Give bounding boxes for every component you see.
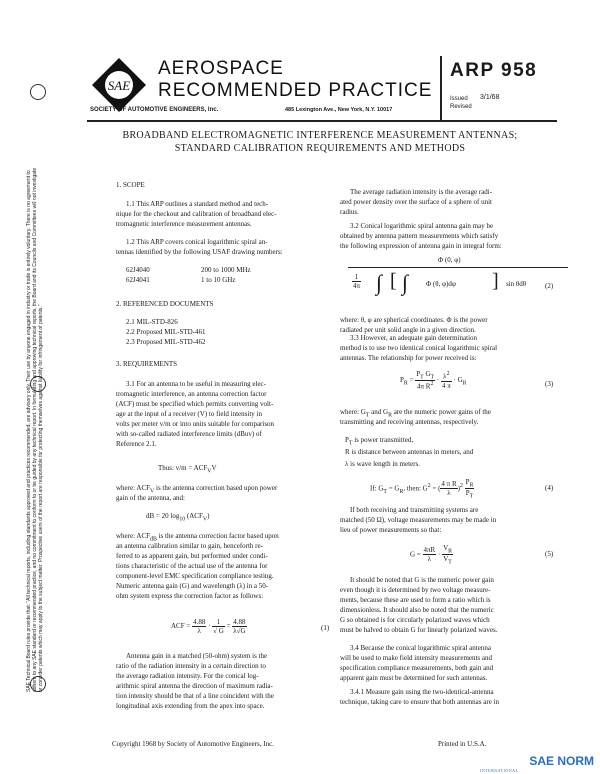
eq-lhs: ACF = xyxy=(171,622,191,631)
paragraph-line: longitudinal axis extending from the apex into space. xyxy=(116,702,265,710)
paragraph-line: Antenna gain in a matched (50-ohm) system is the xyxy=(126,652,268,660)
den: √ G xyxy=(213,627,224,635)
sub: V xyxy=(150,488,155,495)
num: 4.88 xyxy=(233,618,246,626)
equation-label: (2) xyxy=(545,282,554,290)
den: 4π xyxy=(353,282,361,290)
equation-label: (1) xyxy=(321,624,330,632)
revised-label: Revised xyxy=(450,104,472,110)
equation-5: G = $\frac{4\pi R}{\lambda}$ · $\frac{V_R}{V_T}$ xyxy=(410,544,453,566)
copyright: Copyright 1968 by Society of Automotive Engineers, Inc. xyxy=(112,740,274,748)
paragraph-line: technique, taking care to ensure that both antennas are in xyxy=(340,698,499,706)
eq2-body: Φ (θ, φ)dφ xyxy=(426,280,456,288)
paragraph-line: tions characteristic of the actual use of the antenna for xyxy=(116,562,268,570)
equation-label: (5) xyxy=(545,550,554,558)
paragraph-line: an antenna calibration similar to gain, henceforth re- xyxy=(116,542,263,550)
paragraph-line xyxy=(116,484,277,494)
svg-text:SAE: SAE xyxy=(107,78,131,93)
paragraph-line: ments, because these are used to form a ratio which is xyxy=(340,596,491,604)
text: P xyxy=(345,436,349,444)
text: dB xyxy=(146,512,155,520)
paragraph-line: antennas. The relationship for power received is: xyxy=(340,354,477,362)
paragraph-line: 3.4.1 Measure gain using the two-identical-antenna xyxy=(350,688,494,696)
drawing-range: 1 to 10 GHz xyxy=(201,276,236,284)
equation-2: Φ (0, φ) $\frac{1}{4\pi}$ ∫ [ ∫ Φ (θ, φ)dφ ] sin θdθ xyxy=(348,256,568,312)
paragraph-line: tion intensity should be that of a line coincident with the xyxy=(116,692,274,700)
paragraph-line: volts per meter v/m or into units suitable for comparison xyxy=(116,420,275,428)
header-divider xyxy=(440,56,442,120)
paragraph-line: If both receiving and transmitting systems are xyxy=(350,506,479,514)
reference-item: 2.2 Proposed MIL-STD-461 xyxy=(126,328,206,336)
drawing-range: 200 to 1000 MHz xyxy=(201,266,251,274)
eq2-left xyxy=(352,273,361,290)
paragraph-line: ratio of the radiation intensity in a certain direction to xyxy=(116,662,266,670)
paragraph-line xyxy=(340,408,491,418)
paragraph-line: The average radiation intensity is the average radi- xyxy=(350,188,493,196)
equation-1: ACF = $\frac{4.88}{\lambda}$ · $\frac{1}{√ G}$ = $\frac{4.88}{\lambda√G}$ xyxy=(171,618,246,635)
sub: T xyxy=(348,440,353,447)
paragraph-line: nique for the checkout and calibration of broadband elec- xyxy=(116,210,277,218)
paragraph-line: 3.2 Conical logarithmic spiral antenna gain may be xyxy=(350,222,494,230)
eq-lhs: G = xyxy=(410,550,421,559)
text: = 20 log xyxy=(154,512,180,520)
text: where: ACF xyxy=(116,532,151,540)
paragraph-line: method is to use two identical conical logarithmic spiral xyxy=(340,344,498,352)
num: 1 xyxy=(212,618,225,627)
eq2-tail: sin θdθ xyxy=(506,280,527,288)
sub: R xyxy=(403,380,408,387)
paragraph-line: arithmic spiral antenna the direction of maximum radia- xyxy=(116,682,273,690)
sae-logo xyxy=(90,56,148,114)
drawing-number: 62J4041 xyxy=(126,276,150,284)
text: and G xyxy=(369,408,389,416)
paragraph-line: component-level EMC specification compliance testing. xyxy=(116,572,274,580)
paragraph-line: Numeric antenna gain (G) and wavelength (λ) in a 50- xyxy=(116,582,269,590)
paragraph-line: with so-called radiated interference limits (dBuv) of xyxy=(116,430,262,438)
definition-line xyxy=(345,436,413,446)
sub: R xyxy=(388,412,392,419)
text: is the antenna correction based upon power xyxy=(154,484,278,492)
paragraph-line: ohm system express the correction factor as follows: xyxy=(116,592,264,600)
paragraph-line: age at the input of a receiver (V) to field intensity in xyxy=(116,410,262,418)
watermark xyxy=(529,754,594,768)
doc-title-line2: STANDARD CALIBRATION REQUIREMENTS AND METHODS xyxy=(174,143,466,154)
equation-db: dB = 20 $\log_{10} (ACF_V)$ xyxy=(146,512,210,523)
text: (ACF xyxy=(185,512,203,520)
paragraph-line: 1.2 This ARP covers conical logarithmic spiral an- xyxy=(126,238,268,246)
paragraph-line: the following expression of antenna gain in integral form: xyxy=(340,242,502,250)
text: = G xyxy=(386,484,400,493)
section-heading: 1. SCOPE xyxy=(116,181,145,189)
paragraph-line: transmitting and receiving antennas, respectively. xyxy=(340,418,479,426)
doc-number: ARP 958 xyxy=(450,60,538,81)
paragraph-line: ated power density over the surface of a sphere of unit xyxy=(340,198,492,206)
paragraph-line: ferred to as apparent gain, but performed under condi- xyxy=(116,552,268,560)
text: is power transmitted, xyxy=(352,436,414,444)
paragraph-line xyxy=(116,532,279,542)
paragraph-line: even though it is determined by two voltage measure- xyxy=(340,586,491,594)
society-name: SOCIETY OF AUTOMOTIVE ENGINEERS, Inc. xyxy=(90,107,219,113)
paragraph-line: matched (50 Ω), voltage measurements may be made in xyxy=(340,516,497,524)
text: is the antenna correction factor based upon xyxy=(156,532,279,540)
sidebar-notice: SAE Technical Board rules provide that: "All technical reports, including standards approved and practices recommended, are advisory only. Their use by anyone engaged in industry or trade is entirely voluntary. There is no agreement to adhere to any SAE standard or recommended practice, and no commitment to conform to or be guided by any technical report. In formulating and approving technical reports, the Board and its Councils and Committees will not investigate or consider patents which may apply to the subject matter. Prospective users of the report are responsible for protecting themselves against liability for infringement of patents." xyxy=(26,167,44,692)
printed-in: Printed in U.S.A. xyxy=(438,740,487,748)
watermark-sub: INTERNATIONAL xyxy=(480,768,519,773)
paragraph-line: dimensionless. It should also be noted that the numeric xyxy=(340,606,494,614)
definition-line: R is distance between antennas in meters, and xyxy=(345,448,474,456)
paragraph-line: the average radiation intensity. For the conical log- xyxy=(116,672,259,680)
eq-lhs: P xyxy=(400,375,404,384)
eq-sub: V xyxy=(207,468,212,475)
drawing-number: 62J4040 xyxy=(126,266,150,274)
issued-label: Issued xyxy=(450,96,468,102)
paragraph-line: must be halved to obtain G for linearly polarized waves. xyxy=(340,626,498,634)
society-address: 485 Lexington Ave., New York, N.Y. 10017 xyxy=(285,107,393,113)
paragraph-line: apparent gain must be determined for such antennas. xyxy=(340,674,488,682)
paragraph-line: specification compliance measurements, both gain and xyxy=(340,664,494,672)
reference-item: 2.1 MIL-STD-826 xyxy=(126,318,178,326)
paragraph-line: radiated per unit solid angle in a given direction. xyxy=(340,326,476,334)
eq-text: Thus: v/m = ACF xyxy=(158,464,208,472)
paragraph-line: It should be noted that G is the numeric power gain xyxy=(350,576,494,584)
paragraph-line: tromagnetic interference measurement antennas. xyxy=(116,220,252,228)
eq2-top: Φ (0, φ) xyxy=(438,256,461,264)
text: If: G xyxy=(370,484,384,493)
num: 1 xyxy=(352,273,361,282)
num: 4.88 xyxy=(193,618,206,626)
sub: T xyxy=(365,412,370,419)
paragraph-line: 1.1 This ARP outlines a standard method and tech- xyxy=(126,200,269,208)
paragraph-line: obtained by antenna pattern measurements which satisfy xyxy=(340,232,499,240)
section-heading: 3. REQUIREMENTS xyxy=(116,360,178,368)
reference-item: 2.3 Proposed MIL-STD-462 xyxy=(126,338,206,346)
den: λ√G xyxy=(233,627,246,635)
paragraph-line: lieu of power measurements so that: xyxy=(340,526,442,534)
paragraph-line: radius. xyxy=(340,208,359,216)
paragraph-line: will be used to make field intensity measurements and xyxy=(340,654,493,662)
paragraph-line: 3.4 Because the conical logarithmic spiral antenna xyxy=(350,644,491,652)
issued-date: 3/1/68 xyxy=(480,94,500,101)
text: are the numeric power gains of the xyxy=(391,408,491,416)
sidebar-notice-wrap xyxy=(26,166,86,692)
equation-4: If: $G_T = G_R$, then: $G^2$ = ( $\frac{\text{4 π R}}{\lambda}$ )$^2$ $\frac{P_R}{P_T}$ xyxy=(370,478,474,500)
equation-label: (4) xyxy=(545,484,554,492)
equation-thus xyxy=(158,464,217,474)
den: λ xyxy=(197,627,201,635)
watermark-text: SAE NORM xyxy=(529,754,594,768)
eq-text: V xyxy=(211,464,217,472)
paragraph-line: (ACF) must be specified which permits converting volt- xyxy=(116,400,274,408)
paragraph-line: 3.1 For an antenna to be useful in measuring elec- xyxy=(126,380,266,388)
header-title-line1: AEROSPACE xyxy=(158,58,284,79)
paragraph-line: tromagnetic interference, an antenna correction factor xyxy=(116,390,267,398)
header-title-line2: RECOMMENDED PRACTICE xyxy=(158,80,433,101)
paragraph-line: G so obtained is for circularly polarized waves which xyxy=(340,616,490,624)
paragraph-line: tennas identified by the following USAF drawing numbers: xyxy=(116,248,283,256)
text: , then: G xyxy=(403,484,428,493)
equation-3: $P_R$ = $\frac{P_T G_T}{4\pi R^2}$ · $\frac{\lambda^2}{4 \pi}$ · $G_R$ xyxy=(400,370,467,391)
binder-hole xyxy=(30,84,46,100)
doc-title-line1: BROADBAND ELECTROMAGNETIC INTERFERENCE MEASUREMENT ANTENNAS; xyxy=(122,130,518,141)
sub: dB xyxy=(150,536,157,543)
paragraph-line: gain of the antenna, and: xyxy=(116,494,186,502)
text: where: ACF xyxy=(116,484,151,492)
section-heading: 2. REFERENCED DOCUMENTS xyxy=(116,300,214,308)
definition-line: λ is wave length in meters. xyxy=(345,460,420,468)
paragraph-line: Reference 2.1. xyxy=(116,440,157,448)
text: where: G xyxy=(340,408,366,416)
paragraph-line: 3.3 However, an adequate gain determination xyxy=(350,334,478,342)
equation-label: (3) xyxy=(545,380,554,388)
paragraph-line: where: θ, φ are spherical coordinates. Φ is the power xyxy=(340,316,488,324)
